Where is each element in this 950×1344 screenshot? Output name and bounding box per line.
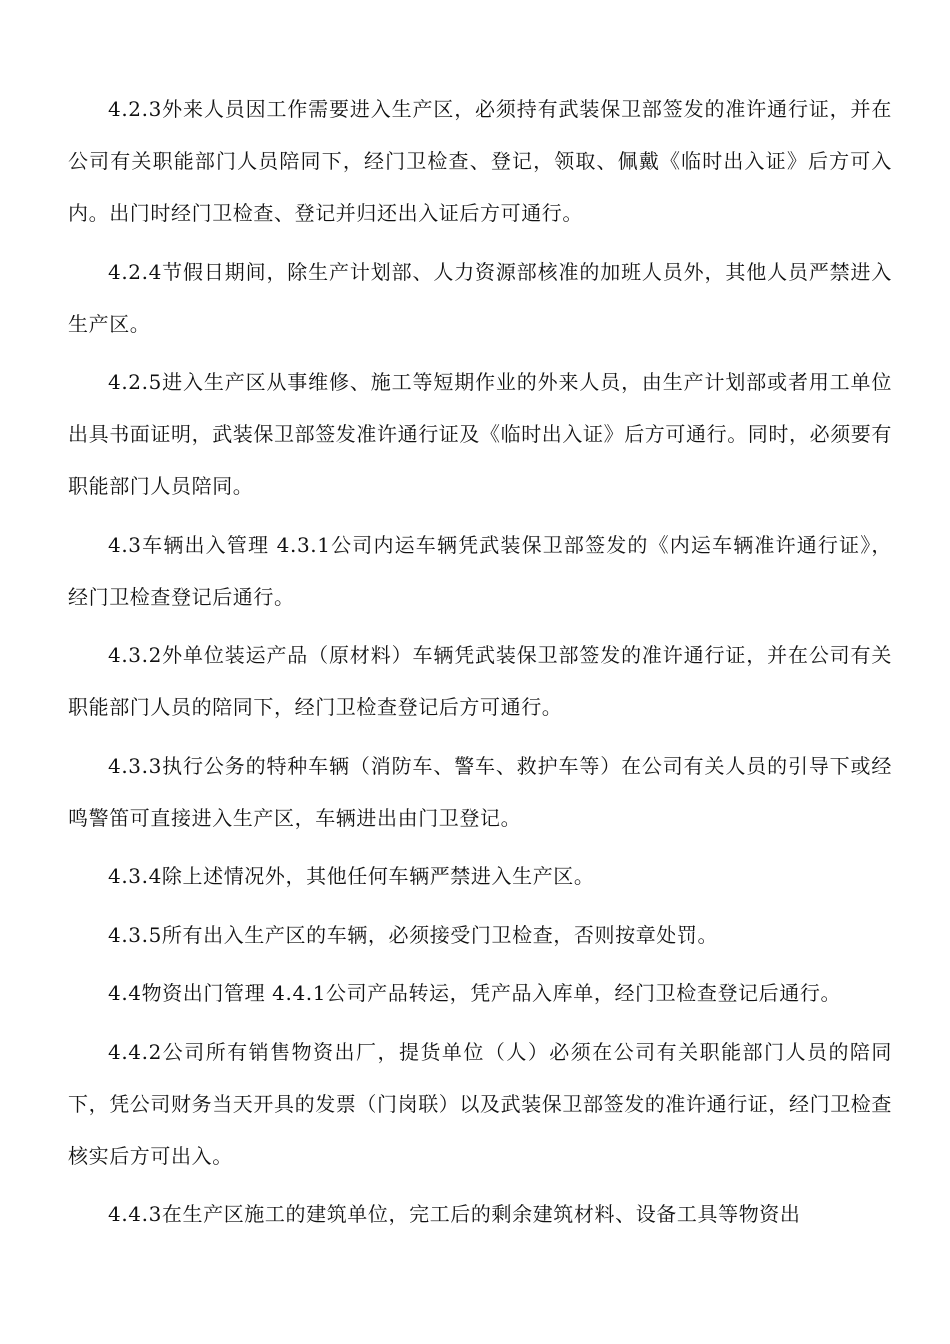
paragraph-4-3-1: 4.3车辆出入管理 4.3.1公司内运车辆凭武装保卫部签发的《内运车辆准许通行证》，经门卫检查登记后通行。: [68, 532, 892, 609]
paragraph-4-2-5: 4.2.5进入生产区从事维修、施工等短期作业的外来人员，由生产计划部或者用工单位出具书面证明，武装保卫部签发准许通行证及《临时出入证》后方可通行。同时，必须要有职能部门人员陪同。: [68, 370, 892, 498]
paragraph-4-2-4: 4.2.4节假日期间，除生产计划部、人力资源部核准的加班人员外，其他人员严禁进入生产区。: [68, 259, 892, 336]
paragraph-4-3-4: 4.3.4除上述情况外，其他任何车辆严禁进入生产区。: [108, 864, 595, 888]
paragraph-4-3-3: 4.3.3执行公务的特种车辆（消防车、警车、救护车等）在公司有关人员的引导下或经鸣警笛可直接进入生产区，车辆进出由门卫登记。: [68, 753, 892, 830]
paragraph-4-3-5: 4.3.5所有出入生产区的车辆，必须接受门卫检查，否则按章处罚。: [108, 922, 719, 947]
paragraph-4-4-3: 4.4.3在生产区施工的建筑单位，完工后的剩余建筑材料、设备工具等物资出: [108, 1202, 801, 1226]
paragraph-4-4-2: 4.4.2公司所有销售物资出厂，提货单位（人）必须在公司有关职能部门人员的陪同下，凭公司财务当天开具的发票（门岗联）以及武装保卫部签发的准许通行证，经门卫检查核实后方可出入。: [68, 1039, 892, 1168]
paragraph-4-2-3: 4.2.3外来人员因工作需要进入生产区，必须持有武装保卫部签发的准许通行证，并在公司有关职能部门人员陪同下，经门卫检查、登记，领取、佩戴《临时出入证》后方可入内。出门时经门卫检查、登记并归还出入证后方可通行。: [68, 97, 892, 225]
paragraph-4-3-2: 4.3.2外单位装运产品（原材料）车辆凭武装保卫部签发的准许通行证，并在公司有关职能部门人员的陪同下，经门卫检查登记后方可通行。: [68, 643, 892, 719]
paragraph-4-4-1: 4.4物资出门管理 4.4.1公司产品转运，凭产品入库单，经门卫检查登记后通行。: [108, 981, 842, 1005]
